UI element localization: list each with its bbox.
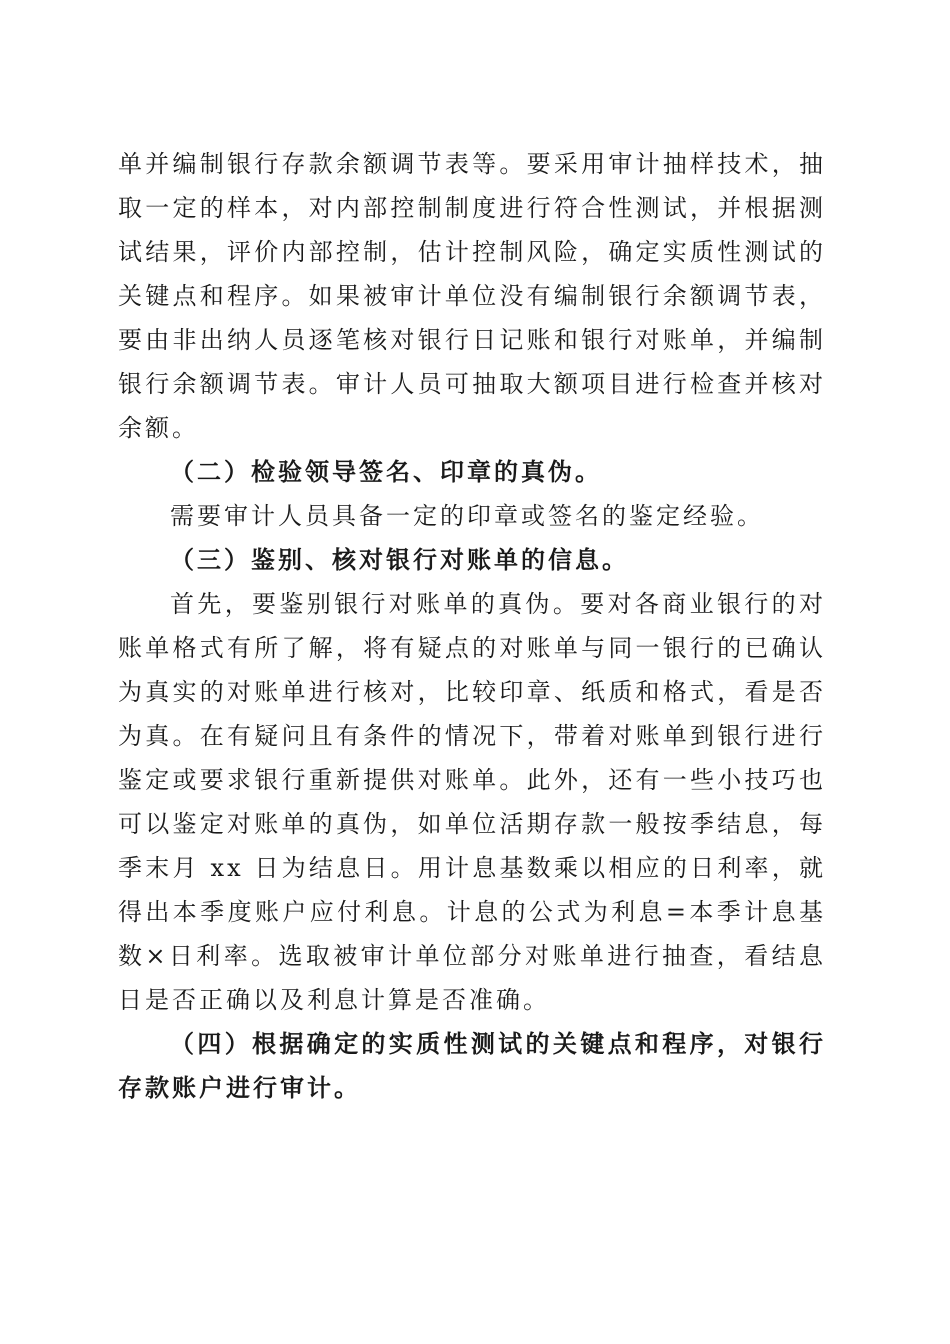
body-paragraph-audit-sampling: 单并编制银行存款余额调节表等。要采用审计抽样技术，抽取一定的样本，对内部控制制度进行符合性测试，并根据测试结果，评价内部控制，估计控制风险，确定实质性测试的关键点和程序。如果被审计单位没有编制银行余额调节表，要由非出纳人员逐笔核对银行日记账和银行对账单，并编制银行余额调节表。审计人员可抽取大额项目进行检查并核对余额。 <box>118 150 826 442</box>
document-body <box>118 142 826 1110</box>
section-heading-bank-statement: （三）鉴别、核对银行对账单的信息。 <box>170 545 629 574</box>
section-heading-signature-seal: （二）检验领导签名、印章的真伪。 <box>170 457 602 486</box>
body-paragraph-signature-experience: 需要审计人员具备一定的印章或签名的鉴定经验。 <box>170 502 764 530</box>
section-heading-substantive-audit: （四）根据确定的实质性测试的关键点和程序，对银行存款账户进行审计。 <box>118 1029 826 1102</box>
body-paragraph-statement-verification: 首先，要鉴别银行对账单的真伪。要对各商业银行的对账单格式有所了解，将有疑点的对账单与同一银行的已确认为真实的对账单进行核对，比较印章、纸质和格式，看是否为真。在有疑问且有条件的情况下，带着对账单到银行进行鉴定或要求银行重新提供对账单。此外，还有一些小技巧也可以鉴定对账单的真伪，如单位活期存款一般按季结息，每季末月 xx 日为结息日。用计息基数乘以相应的日利率，就得出本季度账户应付利息。计息的公式为利息=本季计息基数×日利率。选取被审计单位部分对账单进行抽查，看结息日是否正确以及利息计算是否准确。 <box>118 590 826 1014</box>
